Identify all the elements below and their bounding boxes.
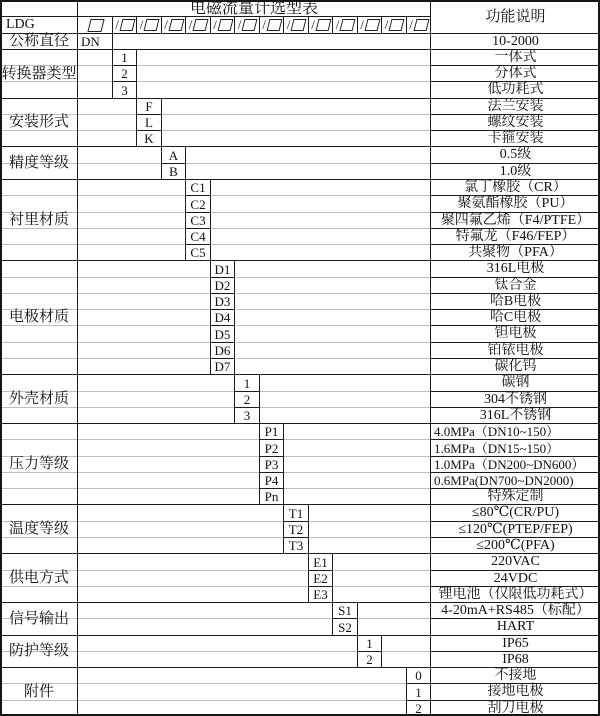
option-code-cell: E3 (308, 586, 333, 603)
slash: / (213, 16, 217, 32)
diameter-label-cell: 公称直径 (0, 33, 78, 50)
left-span-cell (77, 635, 358, 668)
model-slot-cell (381, 16, 407, 34)
option-code-cell: 1 (234, 374, 260, 392)
left-span-cell (77, 374, 235, 424)
box-icon (87, 19, 104, 32)
option-description-cell: HART (430, 618, 600, 636)
option-code-cell: 2 (112, 65, 137, 82)
option-code-cell: D1 (210, 260, 235, 278)
option-description-cell: 哈C电极 (430, 309, 600, 326)
option-description-cell: 4-20mA+RS485（标配） (430, 602, 600, 619)
slash: / (311, 16, 315, 32)
option-description-cell: 卡箍安装 (430, 130, 600, 147)
option-description-cell: 0.5级 (430, 146, 600, 164)
option-code-cell: 2 (357, 651, 382, 668)
option-description-cell: 316L不锈钢 (430, 407, 600, 424)
box-icon (389, 19, 405, 31)
slash: / (360, 16, 364, 32)
option-description-cell: 螺纹安装 (430, 114, 600, 131)
option-description-cell: 1.0MPa（DN200~DN600） (430, 456, 600, 473)
option-code-cell: 2 (234, 391, 260, 408)
right-span-cell (185, 146, 431, 180)
right-span-cell (357, 602, 431, 636)
box-icon (217, 19, 233, 31)
model-slot-cell (357, 16, 382, 34)
option-code-cell: 1 (112, 49, 137, 66)
diameter-empty-span-cell (112, 33, 431, 50)
box-icon (242, 19, 258, 31)
option-description-cell: ≤80℃(CR/PU) (430, 504, 600, 522)
option-description-cell: 刮刀电极 (430, 700, 600, 716)
left-span-cell (77, 260, 211, 375)
option-code-cell: E1 (308, 553, 333, 571)
box-icon (364, 19, 380, 31)
option-description-cell: 铂铱电极 (430, 342, 600, 359)
model-slot-cell (406, 16, 431, 34)
option-description-cell: 氯丁橡胶（CR） (430, 179, 600, 196)
box-icon (193, 19, 209, 31)
slash: / (262, 16, 266, 32)
left-span-cell (77, 49, 113, 99)
option-description-cell: 一体式 (430, 49, 600, 66)
slash: / (384, 16, 389, 32)
slash: / (115, 16, 119, 32)
option-description-cell: IP68 (430, 651, 600, 668)
option-description-cell: 锂电池（仅限低功耗式） (430, 586, 600, 603)
left-span-cell (77, 146, 162, 180)
option-code-cell: 0 (406, 667, 431, 684)
option-code-cell: 2 (406, 700, 431, 716)
option-code-cell: T3 (283, 537, 309, 554)
option-description-cell: ≤120℃(PTEP/FEP) (430, 521, 600, 538)
option-code-cell: C5 (185, 244, 211, 261)
option-code-cell: S1 (332, 602, 358, 619)
option-code-cell: 1 (357, 635, 382, 652)
option-description-cell: 低功耗式 (430, 81, 600, 99)
option-code-cell: S2 (332, 618, 358, 636)
model-slot-cell (185, 16, 211, 34)
option-description-cell: 聚四氟乙烯（F4/PTFE） (430, 212, 600, 229)
box-icon (119, 19, 135, 31)
option-description-cell: 4.0MPa（DN10~150） (430, 423, 600, 440)
option-code-cell: D7 (210, 358, 235, 375)
box-icon (413, 19, 429, 31)
option-description-cell: 特氟龙（F46/FEP） (430, 228, 600, 245)
model-slot-cell (112, 16, 137, 34)
right-span-cell (259, 374, 431, 424)
category-label-cell: 附件 (0, 667, 78, 716)
option-code-cell: E2 (308, 570, 333, 587)
table-title: 电磁流量计选型表 (77, 0, 431, 17)
category-label-cell: 防护等级 (0, 635, 78, 668)
box-icon (291, 19, 307, 31)
category-label-cell: 供电方式 (0, 553, 78, 603)
option-code-cell: B (161, 163, 186, 180)
slash: / (164, 16, 168, 32)
box-icon (340, 19, 356, 31)
right-span-cell (161, 98, 431, 147)
left-span-cell (77, 553, 309, 603)
model-slot-cell (234, 16, 260, 34)
model-slot-cell (259, 16, 284, 34)
model-slot-cell (161, 16, 186, 34)
option-code-cell: T1 (283, 504, 309, 522)
option-description-cell: 分体式 (430, 65, 600, 82)
corner-empty-cell (0, 0, 78, 17)
option-description-cell: ≤200℃(PFA) (430, 537, 600, 554)
box-icon (168, 19, 184, 31)
diameter-description-cell: 10-2000 (430, 33, 600, 50)
model-slot-cell (210, 16, 235, 34)
option-code-cell: Pn (259, 488, 284, 505)
diameter-code-cell: DN (77, 33, 113, 50)
category-label-cell: 压力等级 (0, 423, 78, 505)
right-span-cell (234, 260, 431, 375)
model-slot-cell (283, 16, 309, 34)
category-label-cell: 信号输出 (0, 602, 78, 636)
category-label-cell: 安装形式 (0, 98, 78, 147)
option-code-cell: D6 (210, 342, 235, 359)
option-description-cell: 碳钢 (430, 374, 600, 392)
option-code-cell: 3 (112, 81, 137, 99)
slash: / (237, 16, 242, 32)
left-span-cell (77, 423, 260, 505)
option-description-cell: 法兰安装 (430, 98, 600, 115)
right-span-cell (308, 504, 431, 554)
slash: / (335, 16, 340, 32)
option-code-cell: C4 (185, 228, 211, 245)
category-label-cell: 转换器类型 (0, 49, 78, 99)
option-code-cell: D2 (210, 277, 235, 294)
category-label-cell: 外壳材质 (0, 374, 78, 424)
option-description-cell: 哈B电极 (430, 293, 600, 310)
category-label-cell: 温度等级 (0, 504, 78, 554)
model-slot-cell (136, 16, 162, 34)
right-span-cell (332, 553, 431, 603)
box-icon (315, 19, 331, 31)
model-prefix-cell: LDG (0, 16, 78, 34)
option-code-cell: A (161, 146, 186, 164)
option-description-cell: 0.6MPa(DN700~DN2000) (430, 472, 600, 489)
left-span-cell (77, 667, 407, 716)
option-code-cell: C1 (185, 179, 211, 196)
option-description-cell: 特殊定制 (430, 488, 600, 505)
option-description-cell: 304不锈钢 (430, 391, 600, 408)
left-span-cell (77, 602, 333, 636)
option-code-cell: D3 (210, 293, 235, 310)
option-description-cell: 接地电极 (430, 683, 600, 701)
category-label-cell: 精度等级 (0, 146, 78, 180)
left-span-cell (77, 179, 186, 261)
option-code-cell: C2 (185, 195, 211, 213)
left-span-cell (77, 504, 284, 554)
right-span-cell (283, 423, 431, 505)
model-slot-cell (308, 16, 333, 34)
option-description-cell: 24VDC (430, 570, 600, 587)
left-span-cell (77, 98, 137, 147)
option-code-cell: T2 (283, 521, 309, 538)
option-description-cell: 1.6MPa（DN15~150） (430, 439, 600, 457)
option-description-cell: 碳化钨 (430, 358, 600, 375)
category-label-cell: 衬里材质 (0, 179, 78, 261)
box-icon (266, 19, 282, 31)
option-code-cell: D5 (210, 325, 235, 343)
option-code-cell: 1 (406, 683, 431, 701)
option-description-cell: 钛合金 (430, 277, 600, 294)
option-code-cell: P3 (259, 456, 284, 473)
right-span-cell (136, 49, 431, 99)
model-box-cell (77, 16, 113, 34)
option-description-cell: 1.0级 (430, 163, 600, 180)
option-code-cell: P1 (259, 423, 284, 440)
right-span-cell (381, 635, 431, 668)
option-description-cell: 220VAC (430, 553, 600, 571)
option-description-cell: 共聚物（PFA） (430, 244, 600, 261)
option-code-cell: K (136, 130, 162, 147)
option-description-cell: 316L电极 (430, 260, 600, 278)
slash: / (139, 16, 144, 32)
slash: / (286, 16, 291, 32)
slash: / (409, 16, 413, 32)
option-description-cell: 聚氨酯橡胶（PU） (430, 195, 600, 213)
option-code-cell: 3 (234, 407, 260, 424)
option-code-cell: D4 (210, 309, 235, 326)
box-icon (144, 19, 160, 31)
option-description-cell: 钽电极 (430, 325, 600, 343)
option-code-cell: L (136, 114, 162, 131)
category-label-cell: 电极材质 (0, 260, 78, 375)
model-slot-cell (332, 16, 358, 34)
option-code-cell: F (136, 98, 162, 115)
option-code-cell: P2 (259, 439, 284, 457)
option-description-cell: IP65 (430, 635, 600, 652)
function-column-header: 功能说明 (430, 0, 600, 34)
option-description-cell: 不接地 (430, 667, 600, 684)
option-code-cell: C3 (185, 212, 211, 229)
option-code-cell: P4 (259, 472, 284, 489)
right-span-cell (210, 179, 431, 261)
slash: / (188, 16, 193, 32)
